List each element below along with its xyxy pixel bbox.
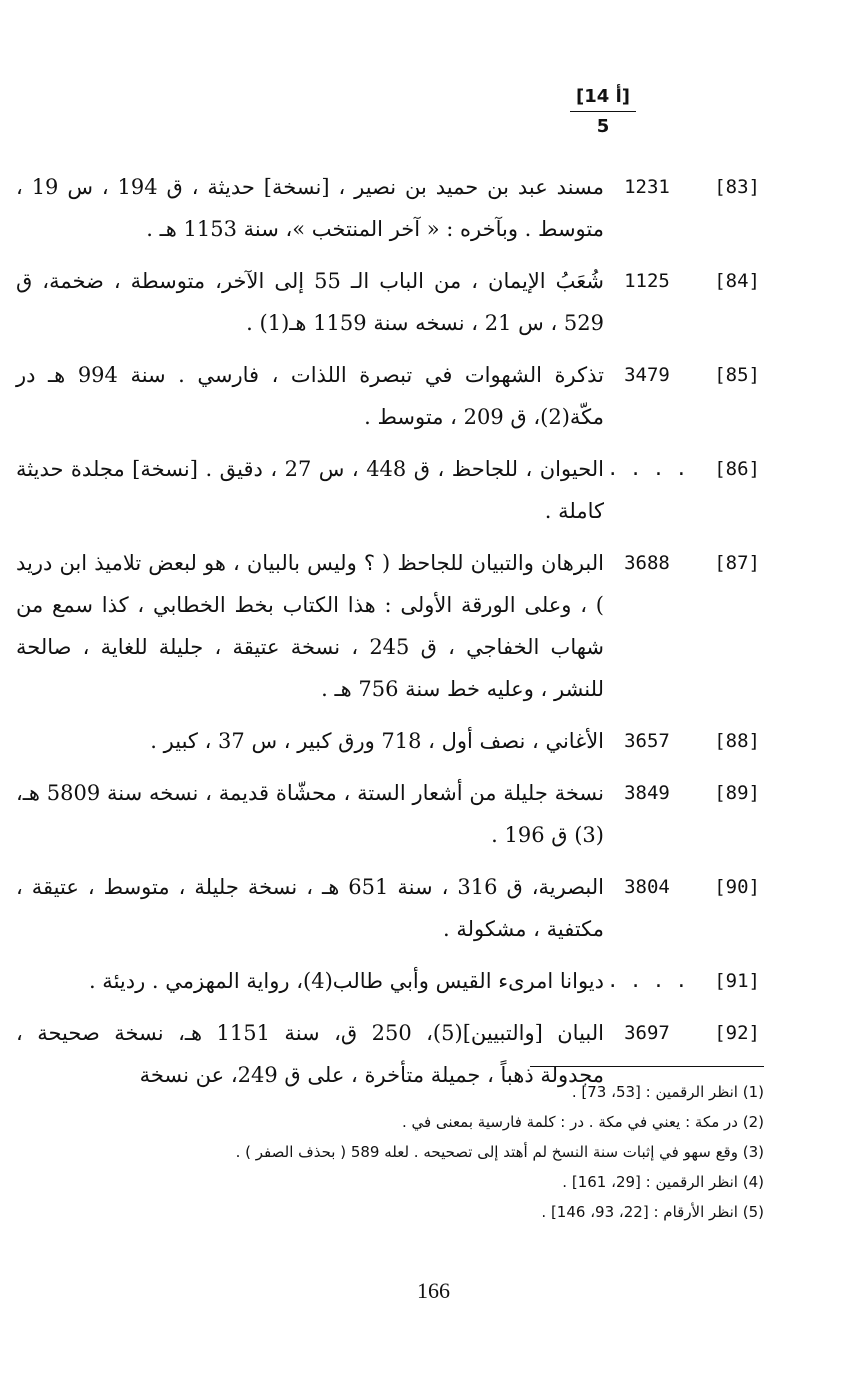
folio-header [570,86,636,137]
footnote-4: (4) انظر الرقمين : [29، 161] . [562,1173,764,1191]
folio-number: 5 [596,116,610,137]
entry-code: 1125 [624,270,670,292]
entry-id: [90] [714,876,760,898]
page-number: 166 [417,1278,450,1303]
entry-text: البصرية، ق 316 ، سنة 651 هـ ، نسخة جليلة ، متوسط ، عتيقة ، مكتفية ، مشكولة . [16,875,604,941]
entry-text: مسند عبد بن حميد بن نصير ، [نسخة] حديثة ، ق 194 ، س 19 ، متوسط . وبآخره : « آخر المنتخب »، سنة 1153 هـ . [16,175,604,241]
entry-id: [89] [714,782,760,804]
footnote-2: (2) در مكة : يعني في مكة . در : كلمة فارسية بمعنى في . [401,1113,764,1131]
entry-id: [83] [714,176,760,198]
entry-text: ديوانا امرىء القيس وأبي طالب(4)، رواية المهزمي . رديئة . [88,969,604,993]
entry-89 [16,772,760,856]
footnote-1: (1) انظر الرقمين : [53، 73] . [571,1083,764,1101]
entry-87 [16,542,760,710]
entry-text: شُعَبُ الإيمان ، من الباب الـ 55 إلى الآخر، متوسطة ، ضخمة، ق 529 ، س 21 ، نسخه سنة 1159 هـ(1) . [16,269,604,335]
entry-id: [85] [714,364,760,386]
entry-id: [88] [714,730,760,752]
entry-88 [16,720,760,762]
entry-text: البرهان والتبيان للجاحظ ( ؟ وليس بالبيان ، هو لبعض تلاميذ ابن دريد ) ، وعلى الورقة الأولى : هذا الكتاب بخط الخطابي ، كذا سمع من شهاب الخفاجي ، ق 245 ، نسخة عتيقة ، جليلة للغاية ، صالحة للنشر ، وعليه خط سنة 756 هـ . [16,551,605,701]
entry-91 [16,960,760,1002]
entry-id: [84] [714,270,760,292]
entry-90 [16,866,760,950]
footnote-5: (5) انظر الأرقام : [22، 93، 146] . [541,1203,764,1221]
entry-86 [16,448,760,532]
entry-text: تذكرة الشهوات في تبصرة اللذات ، فارسي . سنة 994 هـ در مكّة(2)، ق 209 ، متوسط . [16,363,604,429]
entry-83 [16,166,760,250]
entry-id: [86] [714,458,760,480]
entry-code: . . . . [606,458,688,480]
footnote-3: (3) وقع سهو في إثبات سنة النسخ لم أهتد إلى تصحيحه . لعله 589 ( بحذف الصفر ) . [235,1143,764,1161]
entry-text: نسخة جليلة من أشعار الستة ، محشّاة قديمة ، نسخه سنة 5809 هـ،(3) ق 196 . [16,781,604,847]
entry-code: 3657 [624,730,670,752]
entry-code: 3849 [624,782,670,804]
entry-code: 3479 [624,364,670,386]
entry-id: [92] [714,1022,760,1044]
entry-code: 1231 [624,176,670,198]
entry-code: . . . . [606,970,688,992]
footnote-divider [530,1066,764,1067]
entry-code: 3697 [624,1022,670,1044]
footnotes [100,1066,764,1227]
entry-text: الأغاني ، نصف أول ، 718 ورق كبير ، س 37 ، كبير . [150,729,604,753]
entry-84 [16,260,760,344]
entry-text: البيان [والتبيين](5)، 250 ق، سنة 1151 هـ، نسخة صحيحة ، مجدولة ذهباً ، جميلة متأخرة ، على ق 249، عن نسخة [16,1021,604,1087]
entry-text: الحيوان ، للجاحظ ، ق 448 ، س 27 ، دقيق . [نسخة] مجلدة حديثة كاملة . [16,457,604,523]
entry-code: 3804 [624,876,670,898]
entry-85 [16,354,760,438]
entry-code: 3688 [624,552,670,574]
manuscript-entries [16,166,760,1106]
entry-id: [87] [714,552,760,574]
folio-label: [14 أ] [570,86,636,112]
entry-id: [91] [714,970,760,992]
